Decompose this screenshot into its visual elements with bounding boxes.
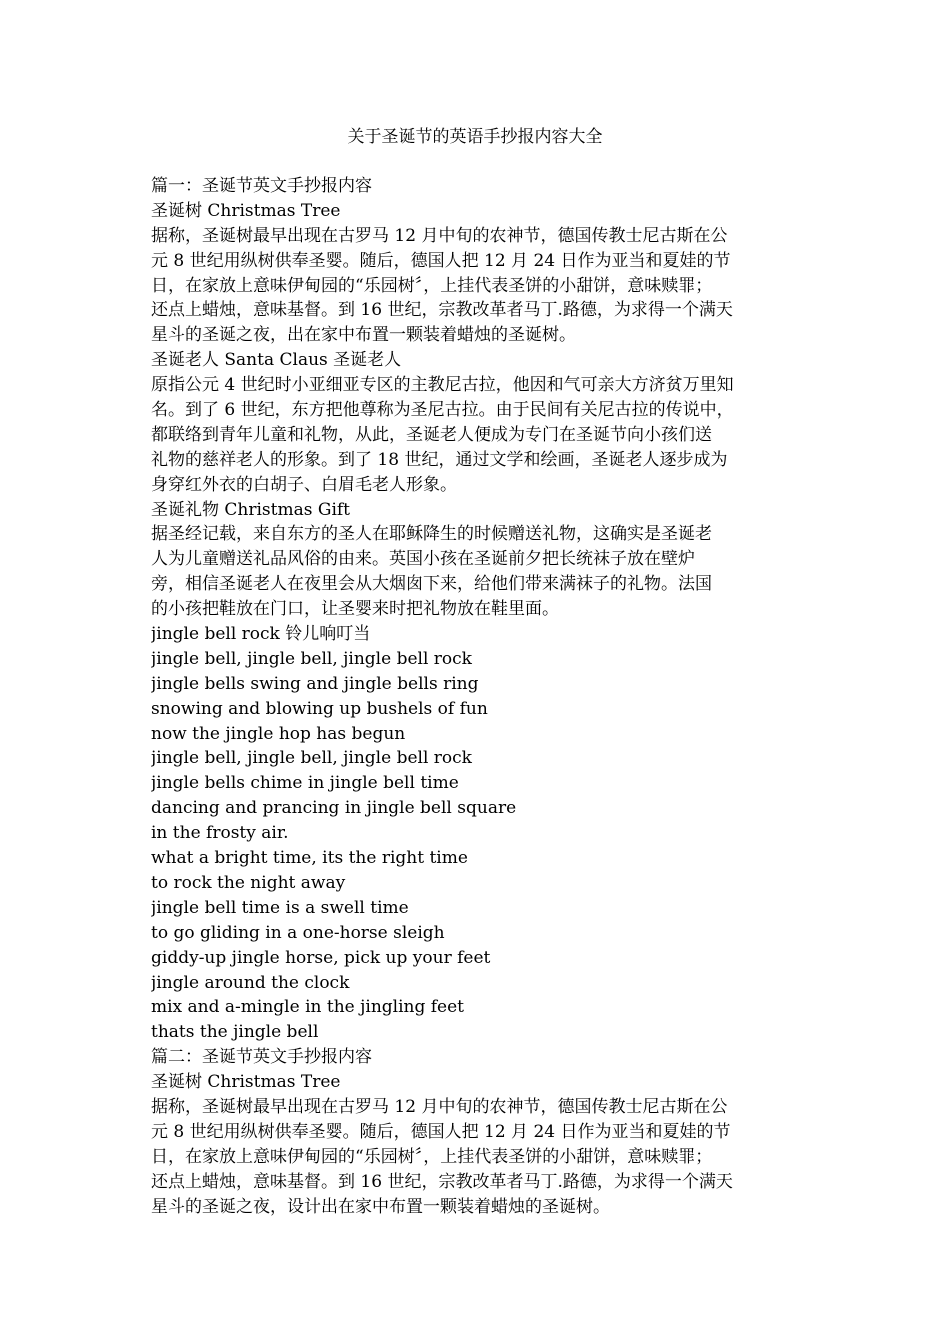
text-line: jingle bells swing and jingle bells ring [151,673,479,694]
text-line: 还点上蜡烛，意味基督。到 16 世纪，宗教改革者马丁.路德，为求得一个满天 [151,1171,733,1192]
text-line: jingle bell time is a swell time [151,897,409,918]
text-line: 日，在家放上意味伊甸园的“乐园树〞，上挂代表圣饼的小甜饼，意味赎罪； [151,275,713,296]
text-line: 名。到了 6 世纪，东方把他尊称为圣尼古拉。由于民间有关尼古拉的传说中， [151,400,734,421]
text-line: 星斗的圣诞之夜，出在家中布置一颗装着蜡烛的圣诞树。 [151,325,576,346]
text-line: 星斗的圣诞之夜，设计出在家中布置一颗装着蜡烛的圣诞树。 [151,1196,610,1217]
text-line: 旁，相信圣诞老人在夜里会从大烟囱下来，给他们带来满袜子的礼物。法国 [151,574,712,595]
document-body [151,174,803,1219]
text-line: 圣诞树 Christmas Tree [151,200,341,221]
text-line: jingle bell, jingle bell, jingle bell rock [151,748,472,769]
text-line: 元 8 世纪用纵树供奉圣婴。随后，德国人把 12 月 24 日作为亚当和夏娃的节 [151,250,731,271]
text-line: 圣诞礼物 Christmas Gift [151,499,351,520]
text-line: 篇一：圣诞节英文手抄报内容 [151,176,372,196]
text-line: 元 8 世纪用纵树供奉圣婴。随后，德国人把 12 月 24 日作为亚当和夏娃的节 [151,1121,731,1142]
text-line: thats the jingle bell [151,1022,319,1043]
text-line: 都联络到青年儿童和礼物，从此，圣诞老人便成为专门在圣诞节向小孩们送 [151,424,712,445]
text-line: 身穿红外衣的白胡子、白眉毛老人形象。 [151,474,457,495]
text-line: 日，在家放上意味伊甸园的“乐园树〞，上挂代表圣饼的小甜饼，意味赎罪； [151,1146,713,1167]
text-line: 圣诞老人 Santa Claus 圣诞老人 [151,350,402,371]
text-line: 还点上蜡烛，意味基督。到 16 世纪，宗教改革者马丁.路德，为求得一个满天 [151,300,733,321]
text-line: what a bright time, its the right time [151,848,468,869]
text-line: 据圣经记载，来自东方的圣人在耶稣降生的时候赠送礼物，这确实是圣诞老 [151,524,712,545]
text-line: 人为儿童赠送礼品风俗的由来。英国小孩在圣诞前夕把长统袜子放在壁炉 [151,549,695,570]
text-line: to go gliding in a one-horse sleigh [151,922,445,943]
text-line: giddy-up jingle horse, pick up your feet [151,947,491,968]
text-line: jingle bell, jingle bell, jingle bell rock [151,648,472,669]
text-line: 据称，圣诞树最早出现在古罗马 12 月中旬的农神节，德国传教士尼古斯在公 [151,1096,728,1117]
text-line: now the jingle hop has begun [151,723,406,744]
text-line: 原指公元 4 世纪时小亚细亚专区的主教尼古拉，他因和气可亲大方济贫万里知 [151,375,734,396]
text-line: 据称，圣诞树最早出现在古罗马 12 月中旬的农神节，德国传教士尼古斯在公 [151,225,728,246]
text-line: jingle around the clock [151,972,350,993]
text-line: 礼物的慈祥老人的形象。到了 18 世纪，通过文学和绘画，圣诞老人逐步成为 [151,449,728,470]
text-line: snowing and blowing up bushels of fun [151,698,488,719]
text-line: mix and a-mingle in the jingling feet [151,997,465,1018]
text-line: jingle bell rock 铃儿响叮当 [151,624,371,645]
text-line: 圣诞树 Christmas Tree [151,1072,341,1093]
text-line: dancing and prancing in jingle bell square [151,798,517,819]
text-line: to rock the night away [151,872,346,893]
text-line: 篇二：圣诞节英文手抄报内容 [151,1047,372,1068]
text-line: jingle bells chime in jingle bell time [151,773,459,794]
document-title: 关于圣诞节的英语手抄报内容大全 [347,127,603,147]
text-line: 的小孩把鞋放在门口，让圣婴来时把礼物放在鞋里面。 [151,599,559,620]
text-line: in the frosty air. [151,823,289,844]
